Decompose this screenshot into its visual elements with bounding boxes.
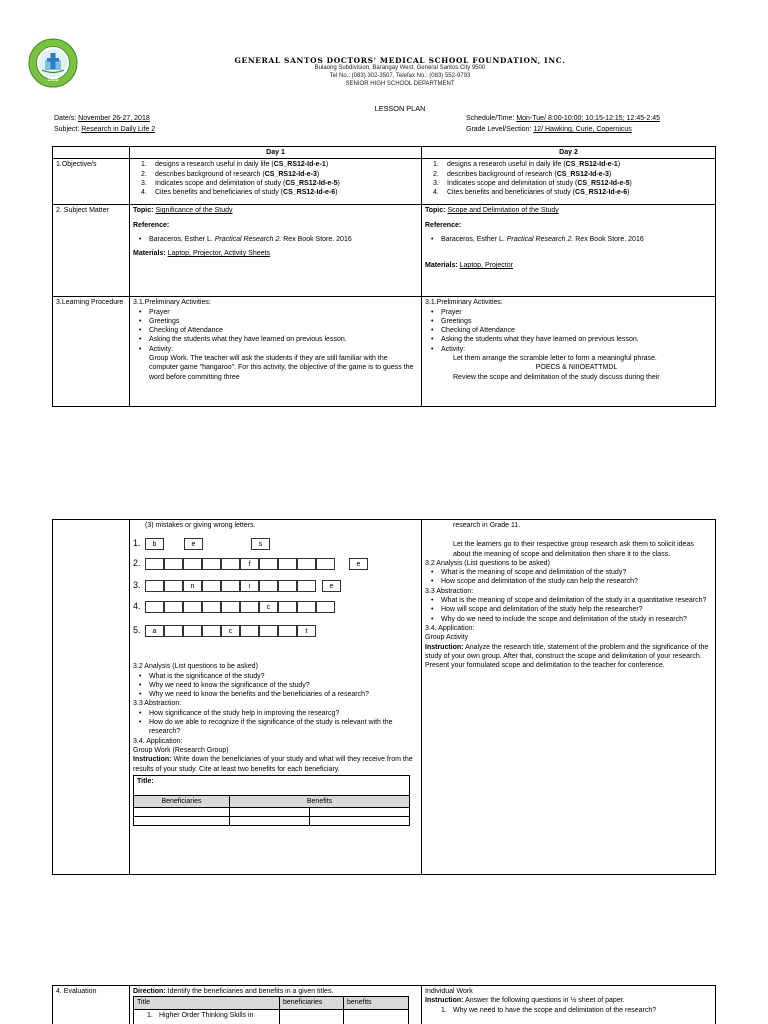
table-cell xyxy=(230,817,310,826)
day1-objectives xyxy=(130,159,422,205)
prelim-item: • Greetings xyxy=(441,317,712,326)
prelim-label: 3.1.Preliminary Activities: xyxy=(425,299,503,307)
prelim-item: • Asking the students what they have learned on previous lesson. xyxy=(441,335,712,344)
subject-row xyxy=(54,125,155,134)
table-cell xyxy=(344,1009,409,1024)
day2-topic: Scope and Delimitation of the Study xyxy=(447,207,559,215)
day2-activity-text: Let them arrange the scramble letter to form a meaningful phrase. xyxy=(453,355,657,363)
day2-application-type: Group Activity xyxy=(425,634,469,642)
objective-item: 1. designs a research useful in daily life (CS_RS12-Id-e-1) xyxy=(141,161,329,169)
document-title: LESSON PLAN xyxy=(374,104,426,113)
table-cell: 1. Higher Order Thinking Skills in xyxy=(134,1009,280,1024)
beneficiaries-table xyxy=(133,775,410,826)
abstraction-item: • How will scope and delimitation of the study help the researcher? xyxy=(441,605,712,614)
day1-materials: Laptop, Projector, Activity Sheets xyxy=(167,250,270,258)
day1-analysis-label: 3.2 Analysis (List questions to be asked) xyxy=(133,663,258,671)
puzzle-row-2: 2. f e xyxy=(133,557,368,571)
evaluation-inner-table xyxy=(133,996,409,1024)
day2-instruction: Instruction: Analyze the research title, statement of the problem and the significance of the study of your own group. After that, construct the scope and delimitation of your research. Present your formulated scope and delimitation to the teacher for conference. xyxy=(425,643,709,670)
day2-analysis-list xyxy=(425,568,712,587)
analysis-item: • What is the significance of the study? xyxy=(149,672,418,681)
objective-item: 2. describes background of research (CS_RS12-Id-e-3) xyxy=(141,170,320,178)
day1-activity-text: Group Work. The teacher will ask the students if they are still familiar with the computer game "hangaroo". For this activity, the objective of the game is to guess the word before committing three xyxy=(149,355,414,381)
reference-label: Reference: xyxy=(133,221,170,229)
puzzle-row-4: 4. c xyxy=(133,600,335,614)
hangaroo-puzzle xyxy=(133,537,413,665)
day2-materials: Laptop, Projector xyxy=(459,262,513,270)
day1-topic: Significance of the Study xyxy=(155,207,233,215)
school-seal-logo xyxy=(28,38,78,88)
subject-label: Subject: xyxy=(54,126,80,133)
benefits-header: benefits xyxy=(344,997,409,1009)
objective-item: 4. Cites benefits and beneficiaries of study (CS_RS12-Id-e-6) xyxy=(141,189,338,197)
day2-evaluation xyxy=(422,986,716,1024)
grade-label: Grade Level/Section: xyxy=(466,126,532,133)
day1-header: Day 1 xyxy=(130,147,422,159)
day-header-row xyxy=(53,147,716,159)
puzzle-row-1: 1. b e s xyxy=(133,537,270,551)
prelim-item: • Prayer xyxy=(441,308,712,317)
table-cell xyxy=(230,808,310,817)
day1-application-label: 3.4. Application: xyxy=(133,737,183,745)
table-cell xyxy=(134,817,230,826)
dates-row xyxy=(54,114,150,123)
lesson-plan-table-continued xyxy=(52,519,716,875)
day2-abstraction-label: 3.3 Abstraction: xyxy=(425,587,474,595)
day2-scramble-letters: POECS & NIIIOEATTMDL xyxy=(535,364,618,372)
objective-item: 3. Indicates scope and delimitation of study (CS_RS12-Id-e-5) xyxy=(433,179,632,187)
day1-abstraction-label: 3.3 Abstraction: xyxy=(133,700,182,708)
day1-evaluation: Direction: Identify the beneficiaries and benefits in a given titles. Title beneficiaries benefits 1. Higher Order Thinking Skills in xyxy=(130,986,422,1024)
day1-objective-list xyxy=(133,160,418,197)
day2-objective-list xyxy=(425,160,712,197)
blank-label-cell xyxy=(53,520,130,875)
subject-matter-label: 2. Subject Matter xyxy=(53,205,130,297)
table-cell xyxy=(310,817,410,826)
day2-procedure xyxy=(422,297,716,407)
objective-item: 3. Indicates scope and delimitation of study (CS_RS12-Id-e-5) xyxy=(141,179,340,187)
benefits-header: Benefits xyxy=(230,795,410,807)
beneficiaries-header: Beneficiaries xyxy=(134,795,230,807)
table-cell xyxy=(310,808,410,817)
lesson-plan-table xyxy=(52,146,716,407)
analysis-item: • Why we need to know the benefits and the beneficiaries of a research? xyxy=(149,690,418,699)
day2-evaluation-type: Individual Work xyxy=(425,988,473,995)
subject-matter-row xyxy=(53,205,716,297)
day1-procedure-continued xyxy=(130,520,422,875)
reference-list xyxy=(133,235,418,244)
day2-subject-matter: Topic: Scope and Delimitation of the Study Reference: • Baraceros, Esther L. Practical Research 2. Rex Book Store. 2016 Materials: Laptop, Projector xyxy=(422,205,716,297)
abstraction-item: • What is the meaning of scope and delimitation of the study in a quantitative research? xyxy=(441,596,712,605)
table-cell xyxy=(280,1009,344,1024)
day2-evaluation-instruction: Instruction: Answer the following questions in ½ sheet of paper. xyxy=(425,997,625,1005)
day1-instruction: Instruction: Write down the beneficiaries of your study and what will they receive from the results of your study. Cite at least two benefits for each beneficiary. xyxy=(133,756,413,773)
procedure-continued-row xyxy=(53,520,716,875)
day2-continuation: research in Grade 11. xyxy=(453,522,521,529)
prelim-item: • Activity: xyxy=(149,345,418,354)
subject-value: Research in Daily Life 2 xyxy=(81,126,156,133)
abstraction-item: • How significance of the study help in improving the researcg? xyxy=(149,709,418,718)
puzzle-row-5: 5. a c t xyxy=(133,624,316,638)
blank-header-cell xyxy=(53,147,130,159)
analysis-item: • Why we need to know the significance of the study? xyxy=(149,681,418,690)
title-header: Title xyxy=(134,997,280,1009)
objective-item: 2. describes background of research (CS_RS12-Id-e-3) xyxy=(433,170,612,178)
organization-name: GENERAL SANTOS DOCTORS' MEDICAL SCHOOL FOUNDATION, INC. xyxy=(234,56,566,65)
page3-fragment xyxy=(0,985,768,1024)
day1-analysis-list xyxy=(133,672,418,700)
puzzle-row-3: 3. n i e xyxy=(133,579,341,593)
schedule-label: Schedule/Time: xyxy=(466,115,515,122)
schedule-value: Mon-Tue/ 8:00-10:00; 10:15-12:15; 12:45-2:45 xyxy=(516,115,661,122)
prelim-item: • Prayer xyxy=(149,308,418,317)
grade-row xyxy=(466,125,632,134)
day2-question-1: 1. Why we need to have the scope and delimitation of the research? xyxy=(441,1006,657,1014)
logo-year: 1995 xyxy=(47,77,59,83)
day2-header: Day 2 xyxy=(422,147,716,159)
objectives-row xyxy=(53,159,716,205)
day1-subject-matter: Topic: Significance of the Study Reference: • Baraceros, Esther L. Practical Research 2. Rex Book Store. 2016 Materials: Laptop, Projector, Activity Sheets xyxy=(130,205,422,297)
analysis-item: • What is the meaning of scope and delimitation of the study? xyxy=(441,568,712,577)
prelim-item: • Checking of Attendance xyxy=(441,326,712,335)
table-cell xyxy=(134,808,230,817)
grade-value: 12/ Hawking, Curie, Copernicus xyxy=(533,126,632,133)
day2-abstraction-list xyxy=(425,596,712,624)
abstraction-item: • How do we able to recognize if the significance of the study is relevant with the research? xyxy=(149,718,418,737)
objective-item: 4. Cites benefits and beneficiaries of study (CS_RS12-Id-e-6) xyxy=(433,189,630,197)
beneficiaries-header: beneficiaries xyxy=(280,997,344,1009)
dates-label: Date/s: xyxy=(54,115,77,122)
reference-list xyxy=(425,235,712,244)
day2-prelim-list xyxy=(425,308,712,354)
day2-procedure-continued xyxy=(422,520,716,875)
evaluation-table xyxy=(52,985,716,1024)
objectives-label: 1.Objective/s xyxy=(53,159,130,205)
abstraction-item: • Why do we need to include the scope and delimitation of the study in research? xyxy=(441,615,712,624)
day1-continuation: (3) mistakes or giving wrong letters. xyxy=(145,522,256,529)
dates-value: November 26-27, 2018 xyxy=(78,115,150,122)
organization-address: Bulaong Subdivision, Barangay West, General Santos City 9500 xyxy=(314,65,486,71)
prelim-label: 3.1.Preliminary Activities: xyxy=(133,299,211,307)
reference-item: • Baraceros, Esther L. Practical Research 2. Rex Book Store. 2016 xyxy=(441,235,712,244)
prelim-item: • Asking the students what they have learned on previous lesson. xyxy=(149,335,418,344)
schedule-row xyxy=(466,114,660,123)
day1-prelim-list xyxy=(133,308,418,354)
day2-activity-review: Review the scope and delimitation of the study discuss during their xyxy=(453,373,660,381)
inner-title-label: Title: xyxy=(134,775,410,795)
day2-group-text: Let the learners go to their respective group research ask them to solicit ideas about the meaning of scope and delimitation then share it to the class. xyxy=(453,541,694,558)
evaluation-label: 4. Evaluation xyxy=(53,986,130,1024)
learning-procedure-label: 3.Learning Procedure xyxy=(53,297,130,407)
analysis-item: • How scope and delimitation of the study can help the research? xyxy=(441,577,712,586)
day2-objectives xyxy=(422,159,716,205)
day2-analysis-label: 3.2 Analysis (List questions to be asked) xyxy=(425,559,550,567)
day1-application-type: Group Work (Research Group) xyxy=(133,746,229,754)
day2-application-label: 3.4. Application: xyxy=(425,624,475,632)
evaluation-row xyxy=(53,986,716,1024)
prelim-item: • Checking of Attendance xyxy=(149,326,418,335)
day1-abstraction-list xyxy=(133,709,418,737)
reference-item: • Baraceros, Esther L. Practical Research 2. Rex Book Store. 2016 xyxy=(149,235,418,244)
day1-procedure xyxy=(130,297,422,407)
prelim-item: • Activity: xyxy=(441,345,712,354)
reference-label: Reference: xyxy=(425,221,462,229)
department-name: SENIOR HIGH SCHOOL DEPARTMENT xyxy=(345,81,455,87)
organization-phone: Tel No.: (083) 302-3507, Telefax No.: (083) 552-9793 xyxy=(329,73,471,79)
learning-procedure-row xyxy=(53,297,716,407)
objective-item: 1. designs a research useful in daily life (CS_RS12-Id-e-1) xyxy=(433,161,621,169)
prelim-item: • Greetings xyxy=(149,317,418,326)
